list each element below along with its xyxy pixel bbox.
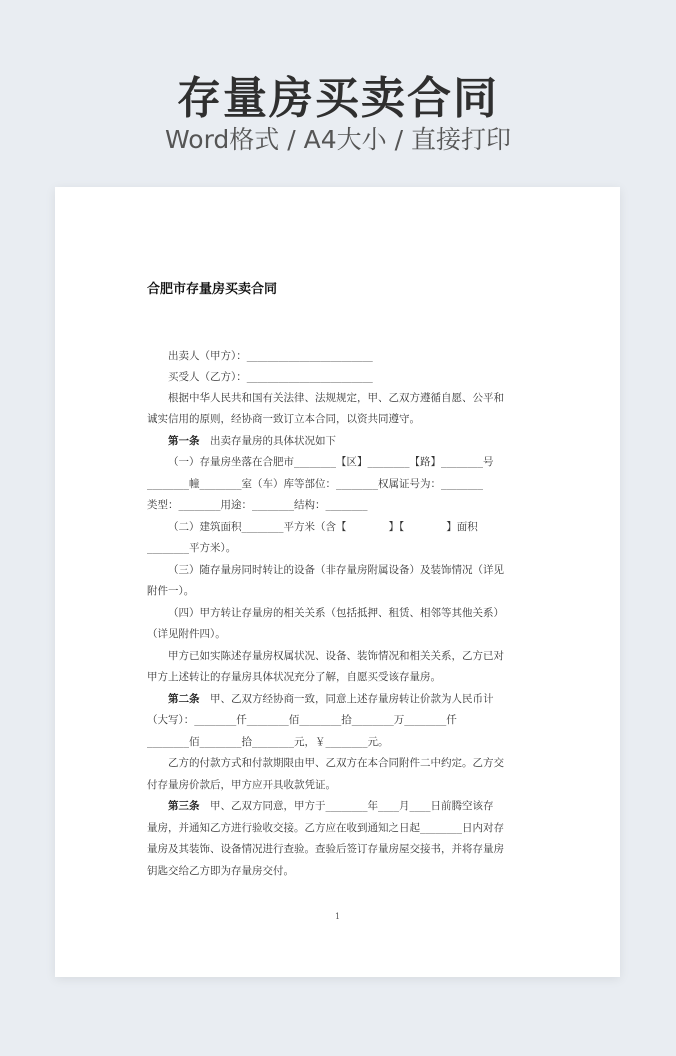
document-line [147,756,550,770]
document-line [147,477,529,491]
document-line [147,563,550,577]
line-text: 乙方的付款方式和付款期限由甲、乙双方在本合同附件二中约定。乙方交 [168,757,504,769]
document-line [147,713,529,727]
document-line [147,606,550,620]
document-line [147,778,529,792]
line-text: ________佰________拾________元，￥________元。 [147,736,389,748]
document-line [147,520,550,534]
page-number: 1 [334,912,341,921]
line-text: 根据中华人民共和国有关法律、法规规定，甲、乙双方遵循自愿、公平和 [168,392,504,404]
document-line [147,670,529,684]
article-heading: 第二条 [168,693,200,705]
line-text: （三）随存量房同时转让的设备（非存量房附属设备）及装饰情况（详见 [168,564,504,576]
document-line [147,821,529,835]
line-text: 类型：________用途：________结构：________ [147,499,368,511]
line-text: ________平方米）。 [147,542,237,554]
line-text: 出卖存量房的具体状况如下 [199,435,336,447]
document-line [147,735,529,749]
line-text: 诚实信用的原则，经协商一致订立本合同，以资共同遵守。 [147,413,420,425]
document-line [147,541,529,555]
document-line [147,349,550,363]
line-text: 出卖人（甲方）：________________________ [168,350,373,362]
line-text: 量房及其装饰、设备情况进行查验。查验后签订存量房屋交接书，并将存量房 [147,843,504,855]
document-line [147,370,550,384]
line-text: 买受人（乙方）：________________________ [168,371,373,383]
line-text: 量房，并通知乙方进行验收交接。乙方应在收到通知之日起________日内对存 [147,822,504,834]
article-heading: 第一条 [168,435,200,447]
document-title: 合肥市存量房买卖合同 [147,282,278,297]
document-line [147,498,529,512]
line-text: （二）建筑面积________平方米（含【 】【 】面积 [168,521,478,533]
line-text: （大写）：________仟________佰________拾________万________仟 [147,714,457,726]
line-text: （详见附件四）。 [147,628,226,640]
line-text: 甲、乙双方经协商一致，同意上述存量房转让价款为人民币计 [199,693,494,705]
line-text: 甲方上述转让的存量房具体状况充分了解，自愿买受该存量房。 [147,671,441,683]
line-text: （一）存量房坐落在合肥市________【区】________【路】________号 [168,456,494,468]
document-line [147,864,529,878]
article-heading: 第三条 [168,800,200,812]
document-line [147,391,550,405]
line-text: 甲、乙双方同意，甲方于________年____月____日前腾空该存 [199,800,494,812]
document-line [147,627,529,641]
document-line [147,584,529,598]
document-line [147,649,550,663]
document-line [147,412,529,426]
document-line [147,842,529,856]
line-text: 附件一）。 [147,585,195,597]
line-text: （四）甲方转让存量房的相关关系（包括抵押、租赁、相邻等其他关系） [168,607,504,619]
document-line [147,434,550,448]
line-text: ________幢________室（车）库等部位：________权属证号为：________ [147,478,483,490]
document-page [55,187,620,977]
document-line [147,692,550,706]
line-text: 甲方已如实陈述存量房权属状况、设备、装饰情况和相关关系，乙方已对 [168,650,504,662]
banner-title: 存量房买卖合同 [177,73,499,124]
line-text: 钥匙交给乙方即为存量房交付。 [147,865,294,877]
line-text: 付存量房价款后，甲方应开具收款凭证。 [147,779,336,791]
document-line [147,455,550,469]
banner-subtitle: Word格式 / A4大小 / 直接打印 [165,125,511,154]
document-line [147,799,550,813]
